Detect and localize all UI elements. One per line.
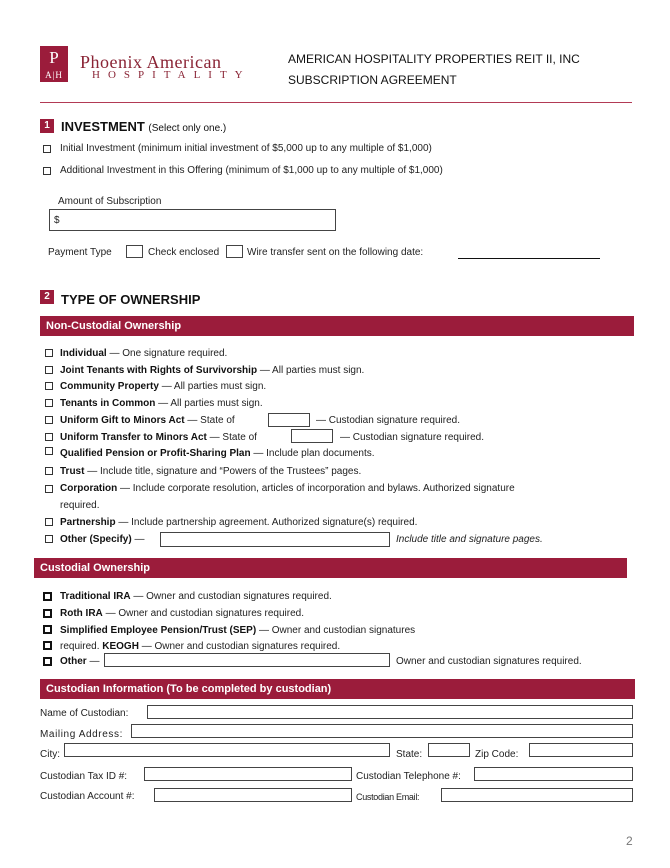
custodial-other-option: Other —: [60, 656, 100, 667]
non-custodial-header: Non-Custodial Ownership: [40, 316, 634, 336]
individual-option: Individual — One signature required.: [60, 348, 228, 359]
custodian-name-label: Name of Custodian:: [40, 708, 129, 719]
tenants-in-common-option: Tenants in Common — All parties must sign.: [60, 398, 263, 409]
individual-checkbox[interactable]: [45, 349, 53, 357]
document-subtitle: SUBSCRIPTION AGREEMENT: [288, 73, 457, 87]
other-specify-input[interactable]: [160, 532, 390, 547]
section-title-investment: [61, 119, 226, 134]
zip-code-input[interactable]: [529, 743, 633, 757]
amount-label: Amount of Subscription: [58, 196, 162, 207]
ugma-checkbox[interactable]: [45, 416, 53, 424]
custodial-other-checkbox[interactable]: [43, 657, 52, 666]
amount-input[interactable]: [49, 209, 336, 231]
utma-desc: — Custodian signature required.: [340, 432, 484, 443]
ugma-desc: — Custodian signature required.: [316, 415, 460, 426]
keogh-option: required. KEOGH — Owner and custodian signatures required.: [60, 641, 341, 652]
initial-investment-checkbox[interactable]: [43, 145, 51, 153]
custodial-other-input[interactable]: [104, 653, 390, 667]
joint-tenants-checkbox[interactable]: [45, 366, 53, 374]
corporation-option: Corporation — Include corporate resolution, articles of incorporation and bylaws. Authorized signature: [60, 483, 515, 494]
other-specify-checkbox[interactable]: [45, 535, 53, 543]
investment-title: INVESTMENT: [61, 119, 145, 134]
trust-option: Trust — Include title, signature and “Powers of the Trustees” pages.: [60, 466, 362, 477]
utma-checkbox[interactable]: [45, 433, 53, 441]
ugma-option: Uniform Gift to Minors Act — State of: [60, 415, 235, 426]
roth-ira-checkbox[interactable]: [43, 609, 52, 618]
city-label: City:: [40, 749, 60, 760]
zip-code-label: Zip Code:: [475, 749, 519, 760]
payment-type-label: Payment Type: [48, 247, 112, 258]
community-property-option: Community Property — All parties must sign.: [60, 381, 267, 392]
tax-id-label: Custodian Tax ID #:: [40, 771, 128, 782]
other-specify-option: Other (Specify) —: [60, 534, 145, 545]
other-specify-note: Include title and signature pages.: [396, 534, 543, 545]
sep-option: Simplified Employee Pension/Trust (SEP) — Owner and custodian signatures: [60, 625, 416, 636]
document-title: AMERICAN HOSPITALITY PROPERTIES REIT II, INC: [288, 52, 580, 66]
traditional-ira-option: Traditional IRA — Owner and custodian signatures required.: [60, 591, 332, 602]
traditional-ira-checkbox[interactable]: [43, 592, 52, 601]
custodian-name-input[interactable]: [147, 705, 633, 719]
mailing-address-label: Mailing Address:: [40, 729, 123, 740]
additional-investment-checkbox[interactable]: [43, 167, 51, 175]
telephone-input[interactable]: [474, 767, 633, 781]
wire-date-line[interactable]: [458, 258, 600, 259]
keogh-checkbox[interactable]: [43, 641, 52, 650]
city-input[interactable]: [64, 743, 390, 757]
telephone-label: Custodian Telephone #:: [356, 771, 461, 782]
qualified-plan-checkbox[interactable]: [45, 447, 53, 455]
logo-subtitle: HOSPITALITY: [92, 69, 251, 81]
roth-ira-option: Roth IRA — Owner and custodian signatures required.: [60, 608, 305, 619]
partnership-option: Partnership — Include partnership agreement. Authorized signature(s) required.: [60, 517, 418, 528]
trust-checkbox[interactable]: [45, 467, 53, 475]
mailing-address-input[interactable]: [131, 724, 633, 738]
section-title-ownership: TYPE OF OWNERSHIP: [61, 292, 201, 307]
section-number-ownership: 2: [40, 290, 54, 304]
check-enclosed-checkbox[interactable]: [126, 245, 143, 258]
tax-id-input[interactable]: [144, 767, 352, 781]
dollar-prefix: $: [54, 215, 60, 226]
investment-note: (Select only one.): [148, 123, 227, 134]
joint-tenants-option: Joint Tenants with Rights of Survivorship — All parties must sign.: [60, 365, 365, 376]
additional-investment-label: Additional Investment in this Offering (minimum of $1,000 up to any multiple of $1,000): [60, 165, 443, 176]
sep-checkbox[interactable]: [43, 625, 52, 634]
check-enclosed-label: Check enclosed: [148, 247, 220, 258]
logo-name: Phoenix American: [80, 52, 222, 72]
section-number-investment: 1: [40, 119, 54, 133]
qualified-plan-option: Qualified Pension or Profit-Sharing Plan — Include plan documents.: [60, 448, 375, 459]
initial-investment-label: Initial Investment (minimum initial investment of $5,000 up to any multiple of $1,000): [60, 143, 432, 154]
wire-transfer-label: Wire transfer sent on the following date:: [247, 247, 424, 258]
partnership-checkbox[interactable]: [45, 518, 53, 526]
logo-letter: P: [49, 48, 59, 67]
account-number-label: Custodian Account #:: [40, 791, 135, 802]
logo-monogram: A|H: [45, 70, 63, 80]
custodian-info-header: Custodian Information (To be completed by custodian): [40, 679, 635, 699]
tenants-in-common-checkbox[interactable]: [45, 399, 53, 407]
utma-state-input[interactable]: [291, 429, 333, 443]
wire-transfer-checkbox[interactable]: [226, 245, 243, 258]
header-divider: [40, 102, 632, 103]
community-property-checkbox[interactable]: [45, 382, 53, 390]
state-input[interactable]: [428, 743, 470, 757]
email-label: Custodian Email:: [356, 792, 420, 802]
ugma-state-input[interactable]: [268, 413, 310, 427]
custodial-header: Custodial Ownership: [34, 558, 627, 578]
utma-option: Uniform Transfer to Minors Act — State of: [60, 432, 257, 443]
corporation-checkbox[interactable]: [45, 485, 53, 493]
state-label: State:: [396, 749, 423, 760]
page-number: 2: [626, 834, 633, 848]
account-number-input[interactable]: [154, 788, 352, 802]
corporation-desc-line2: required.: [60, 500, 100, 511]
email-input[interactable]: [441, 788, 633, 802]
logo-mark: [40, 46, 68, 82]
custodial-other-desc: Owner and custodian signatures required.: [396, 656, 582, 667]
